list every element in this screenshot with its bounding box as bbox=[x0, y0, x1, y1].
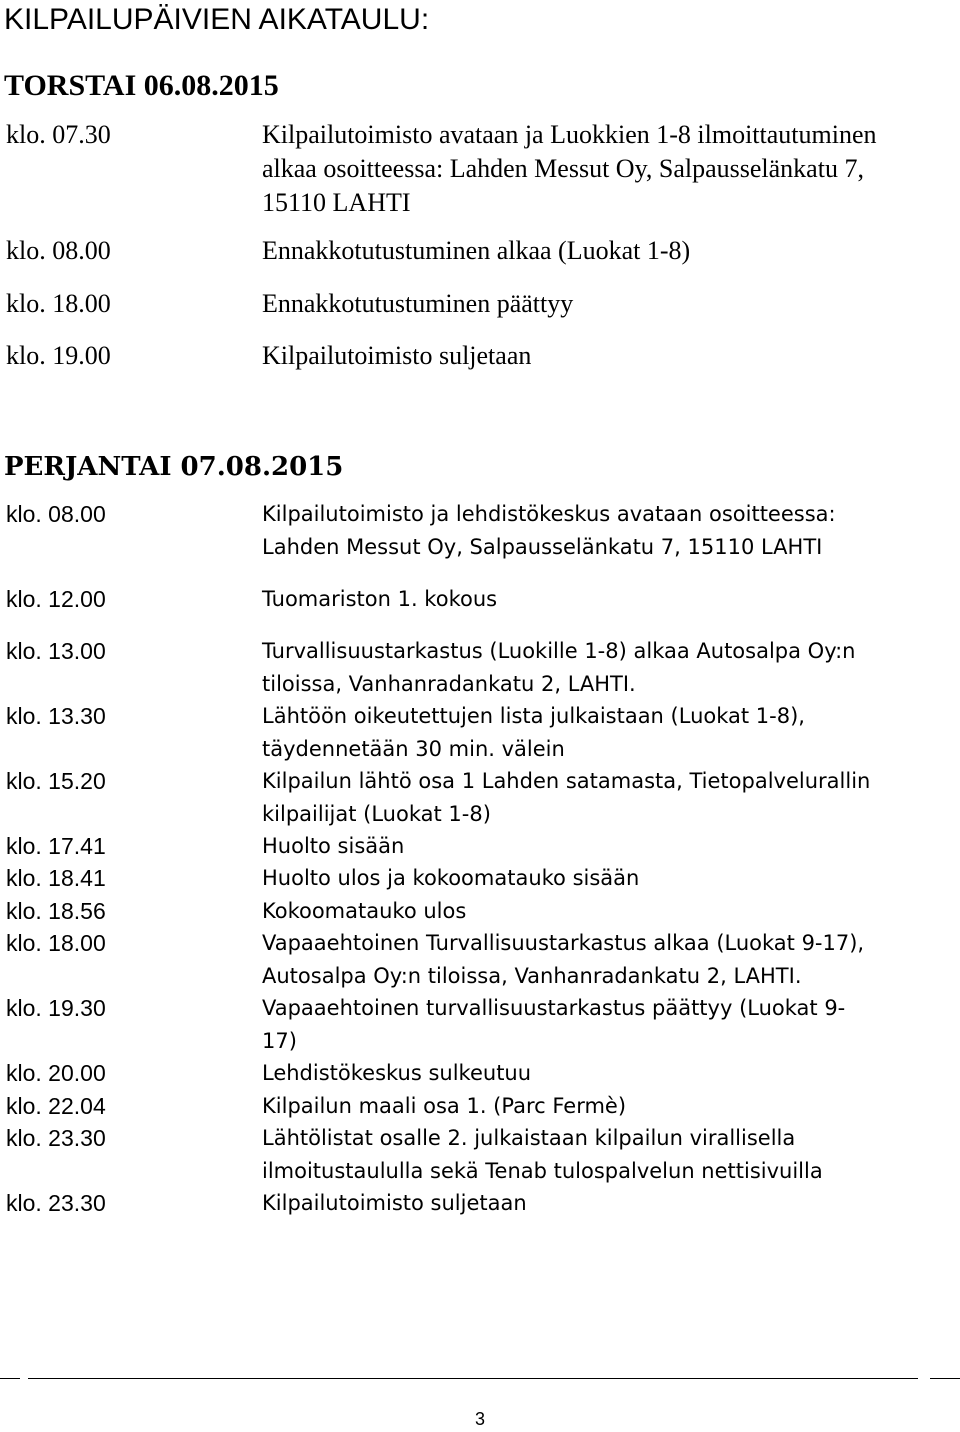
event-line: Vapaaehtoinen Turvallisuustarkastus alkaa (Luokat 9-17), bbox=[262, 931, 865, 955]
event-line: Turvallisuustarkastus (Luokille 1-8) alkaa Autosalpa Oy:n bbox=[262, 639, 856, 663]
event-line: Lähtöön oikeutettujen lista julkaistaan (Luokat 1-8), bbox=[262, 704, 805, 728]
event-description bbox=[262, 895, 466, 928]
event-description bbox=[262, 234, 690, 268]
event-line: tiloissa, Vanhanradankatu 2, LAHTI. bbox=[262, 671, 636, 696]
event-description bbox=[262, 1122, 823, 1187]
footer-divider bbox=[0, 1378, 960, 1379]
event-time: klo. 19.30 bbox=[6, 995, 106, 1021]
day-heading-thursday: TORSTAI 06.08.2015 bbox=[4, 69, 279, 102]
event-time: klo. 08.00 bbox=[6, 236, 111, 265]
event-description bbox=[262, 1090, 626, 1123]
footer-divider-gap bbox=[20, 1376, 28, 1381]
event-time: klo. 13.00 bbox=[6, 638, 106, 664]
event-time: klo. 22.04 bbox=[6, 1093, 106, 1119]
event-time: klo. 07.30 bbox=[6, 120, 111, 149]
page-number: 3 bbox=[474, 1409, 485, 1429]
event-description bbox=[262, 992, 845, 1057]
event-line: kilpailijat (Luokat 1-8) bbox=[262, 801, 491, 826]
event-description bbox=[262, 862, 639, 895]
event-time: klo. 08.00 bbox=[6, 501, 106, 527]
event-description bbox=[262, 498, 836, 563]
event-time: klo. 18.00 bbox=[6, 289, 111, 318]
event-line: Kilpailun maali osa 1. (Parc Fermè) bbox=[262, 1094, 627, 1118]
event-time: klo. 20.00 bbox=[6, 1060, 106, 1086]
event-time: klo. 18.00 bbox=[6, 930, 106, 956]
event-line: alkaa osoitteessa: Lahden Messut Oy, Salpausselänkatu 7, bbox=[262, 154, 864, 183]
event-time: klo. 18.41 bbox=[6, 865, 106, 891]
event-line: 17) bbox=[262, 1028, 297, 1053]
event-description bbox=[262, 700, 805, 765]
event-description bbox=[262, 118, 877, 220]
event-time: klo. 12.00 bbox=[6, 586, 106, 612]
event-time: klo. 23.30 bbox=[6, 1190, 106, 1216]
event-line: Kokoomatauko ulos bbox=[262, 899, 467, 923]
event-line: Kilpailun lähtö osa 1 Lahden satamasta, Tietopalvelurallin bbox=[262, 769, 871, 793]
event-time: klo. 19.00 bbox=[6, 341, 111, 370]
event-time: klo. 23.30 bbox=[6, 1125, 106, 1151]
event-line: täydennetään 30 min. välein bbox=[262, 736, 565, 761]
event-time: klo. 15.20 bbox=[6, 768, 106, 794]
event-line: Autosalpa Oy:n tiloissa, Vanhanradankatu 2, LAHTI. bbox=[262, 963, 802, 988]
event-line: Vapaaehtoinen turvallisuustarkastus päättyy (Luokat 9- bbox=[262, 996, 846, 1020]
event-line: Kilpailutoimisto ja lehdistökeskus avataan osoitteessa: bbox=[262, 502, 836, 526]
event-description bbox=[262, 339, 531, 373]
event-line: Huolto sisään bbox=[262, 834, 405, 858]
event-line: Lahden Messut Oy, Salpausselänkatu 7, 15110 LAHTI bbox=[262, 534, 823, 559]
event-line: 15110 LAHTI bbox=[262, 188, 411, 217]
event-description bbox=[262, 1057, 531, 1090]
page-title: KILPAILUPÄIVIEN AIKATAULU: bbox=[4, 3, 430, 36]
event-line: Lehdistökeskus sulkeutuu bbox=[262, 1061, 532, 1085]
event-line: Ennakkotutustuminen alkaa (Luokat 1-8) bbox=[262, 236, 691, 265]
event-description bbox=[262, 635, 856, 700]
event-description bbox=[262, 583, 497, 616]
event-line: Huolto ulos ja kokoomatauko sisään bbox=[262, 866, 640, 890]
event-line: Tuomariston 1. kokous bbox=[262, 587, 498, 611]
event-time: klo. 18.56 bbox=[6, 898, 106, 924]
event-line: Kilpailutoimisto suljetaan bbox=[262, 341, 532, 370]
event-description bbox=[262, 765, 870, 830]
event-description bbox=[262, 1187, 527, 1220]
footer-divider-gap bbox=[918, 1376, 930, 1381]
event-description bbox=[262, 927, 864, 992]
event-time: klo. 13.30 bbox=[6, 703, 106, 729]
event-description bbox=[262, 287, 573, 321]
event-line: ilmoitustaululla sekä Tenab tulospalvelun nettisivuilla bbox=[262, 1158, 823, 1183]
event-line: Kilpailutoimisto suljetaan bbox=[262, 1191, 527, 1215]
day-heading-friday: PERJANTAI 07.08.2015 bbox=[4, 452, 344, 482]
event-line: Ennakkotutustuminen päättyy bbox=[262, 289, 574, 318]
event-description bbox=[262, 830, 404, 863]
event-time: klo. 17.41 bbox=[6, 833, 106, 859]
event-line: Kilpailutoimisto avataan ja Luokkien 1-8 ilmoittautuminen bbox=[262, 120, 877, 149]
event-line: Lähtölistat osalle 2. julkaistaan kilpailun virallisella bbox=[262, 1126, 796, 1150]
